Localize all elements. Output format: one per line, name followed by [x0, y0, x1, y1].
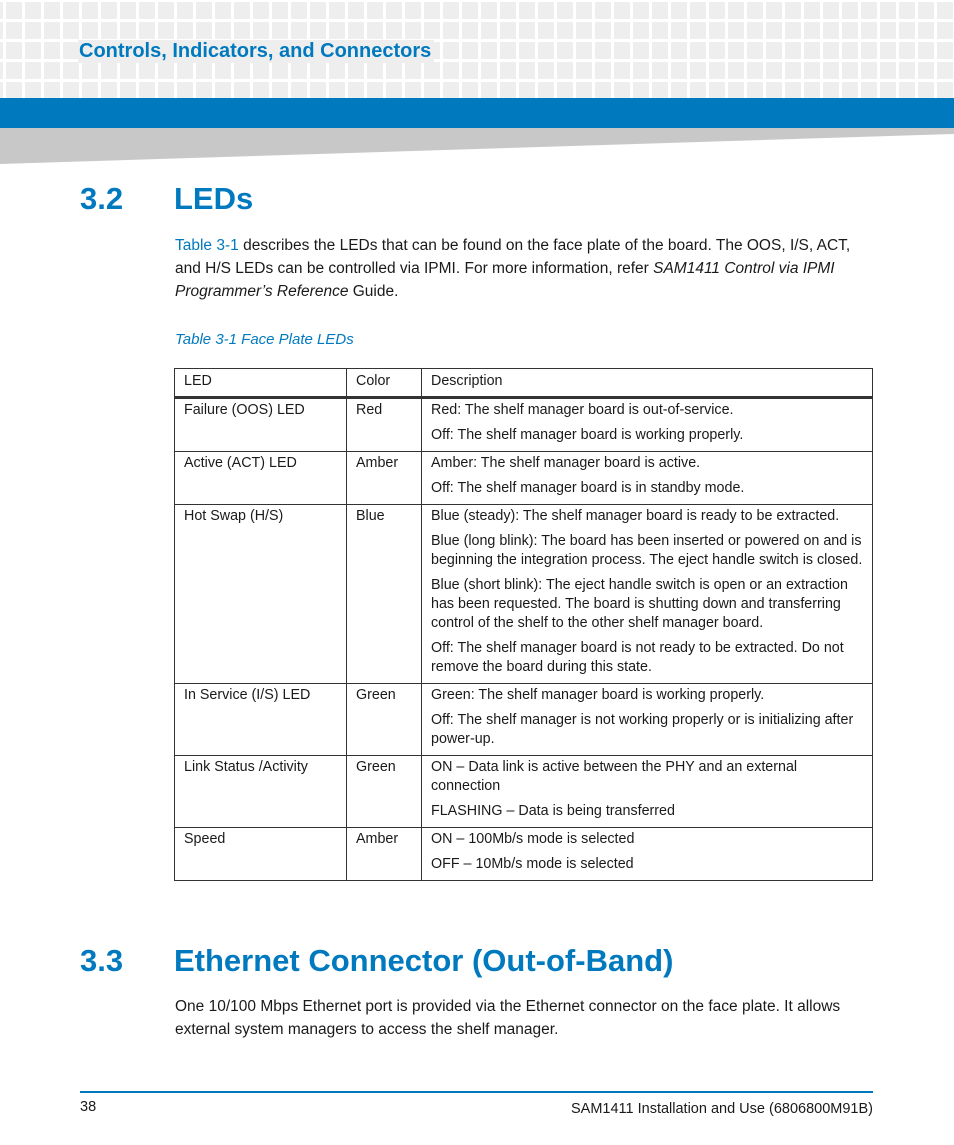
led-name-cell: In Service (I/S) LED — [175, 684, 347, 756]
description-line: Off: The shelf manager board is working properly. — [431, 427, 744, 443]
description-line: FLASHING – Data is being transferred — [431, 803, 675, 819]
description-line: Red: The shelf manager board is out-of-service. — [431, 402, 734, 418]
header-led: LED — [175, 369, 347, 398]
led-name-cell: Speed — [175, 828, 347, 881]
intro-text-part1: describes the LEDs that can be found on the face plate of the board. The OOS, I/S, ACT, and H/S LEDs can be controlled via IPMI. For more information, refer — [175, 237, 851, 277]
description-line: OFF – 10Mb/s mode is selected — [431, 856, 634, 872]
description-line: Off: The shelf manager board is in standby mode. — [431, 480, 745, 496]
page-number: 38 — [80, 1099, 97, 1115]
table-reference-link[interactable]: Table 3-1 — [175, 237, 239, 254]
reference-guide-title: SAM1411 Control via IPMI Programmer’s Reference — [175, 260, 835, 300]
led-name-cell: Failure (OOS) LED — [175, 398, 347, 452]
table-row — [175, 684, 873, 756]
header-description: Description — [422, 369, 873, 398]
section-title: LEDs — [174, 181, 254, 216]
led-color-cell: Green — [347, 756, 422, 828]
description-line: Green: The shelf manager board is working properly. — [431, 687, 765, 703]
table-body — [175, 398, 873, 881]
leds-intro-paragraph — [175, 234, 875, 303]
table-row — [175, 452, 873, 505]
section-heading-ethernet — [80, 943, 673, 979]
description-line: Blue (short blink): The eject handle switch is open or an extraction has been requested. The board is shutting down and transferring control of the shelf to the other shelf manager board. — [431, 577, 848, 631]
description-line: Blue (long blink): The board has been inserted or powered on and is beginning the integration process. The eject handle switch is closed. — [431, 533, 863, 568]
led-description-cell — [422, 452, 873, 505]
led-color-cell: Amber — [347, 452, 422, 505]
section-title: Ethernet Connector (Out-of-Band) — [174, 943, 674, 978]
led-name-cell: Hot Swap (H/S) — [175, 505, 347, 684]
description-line: Blue (steady): The shelf manager board is ready to be extracted. — [431, 508, 840, 524]
description-line: ON – Data link is active between the PHY and an external connection — [431, 759, 798, 794]
led-description-cell — [422, 505, 873, 684]
header-grey-wedge — [0, 128, 954, 164]
led-color-cell: Red — [347, 398, 422, 452]
running-header-title: Controls, Indicators, and Connectors — [78, 40, 434, 63]
led-color-cell: Green — [347, 684, 422, 756]
header-color: Color — [347, 369, 422, 398]
section-number: 3.3 — [80, 943, 124, 978]
led-description-cell — [422, 756, 873, 828]
led-color-cell: Blue — [347, 505, 422, 684]
table-row — [175, 505, 873, 684]
intro-text-part2: Guide. — [348, 283, 399, 300]
ethernet-paragraph: One 10/100 Mbps Ethernet port is provided via the Ethernet connector on the face plate. It allows external system managers to access the shelf manager. — [175, 998, 841, 1038]
description-line: ON – 100Mb/s mode is selected — [431, 831, 635, 847]
footer-rule — [80, 1091, 873, 1093]
led-description-cell — [422, 828, 873, 881]
description-line: Off: The shelf manager is not working properly or is initializing after power-up. — [431, 712, 854, 747]
table-header-row — [175, 369, 873, 398]
table-row — [175, 398, 873, 452]
section-number: 3.2 — [80, 181, 124, 216]
header-blue-band — [0, 98, 954, 128]
table-row — [175, 756, 873, 828]
section-heading-leds — [80, 181, 253, 217]
description-line: Off: The shelf manager board is not ready to be extracted. Do not remove the board during this state. — [431, 640, 844, 675]
led-name-cell: Active (ACT) LED — [175, 452, 347, 505]
led-color-cell: Amber — [347, 828, 422, 881]
led-description-cell — [422, 398, 873, 452]
face-plate-leds-table — [174, 368, 873, 881]
led-description-cell — [422, 684, 873, 756]
document-reference: SAM1411 Installation and Use (6806800M91B) — [570, 1101, 873, 1117]
description-line: Amber: The shelf manager board is active. — [431, 455, 701, 471]
led-name-cell: Link Status /Activity — [175, 756, 347, 828]
table-row — [175, 828, 873, 881]
table-caption: Table 3-1 Face Plate LEDs — [175, 331, 354, 348]
